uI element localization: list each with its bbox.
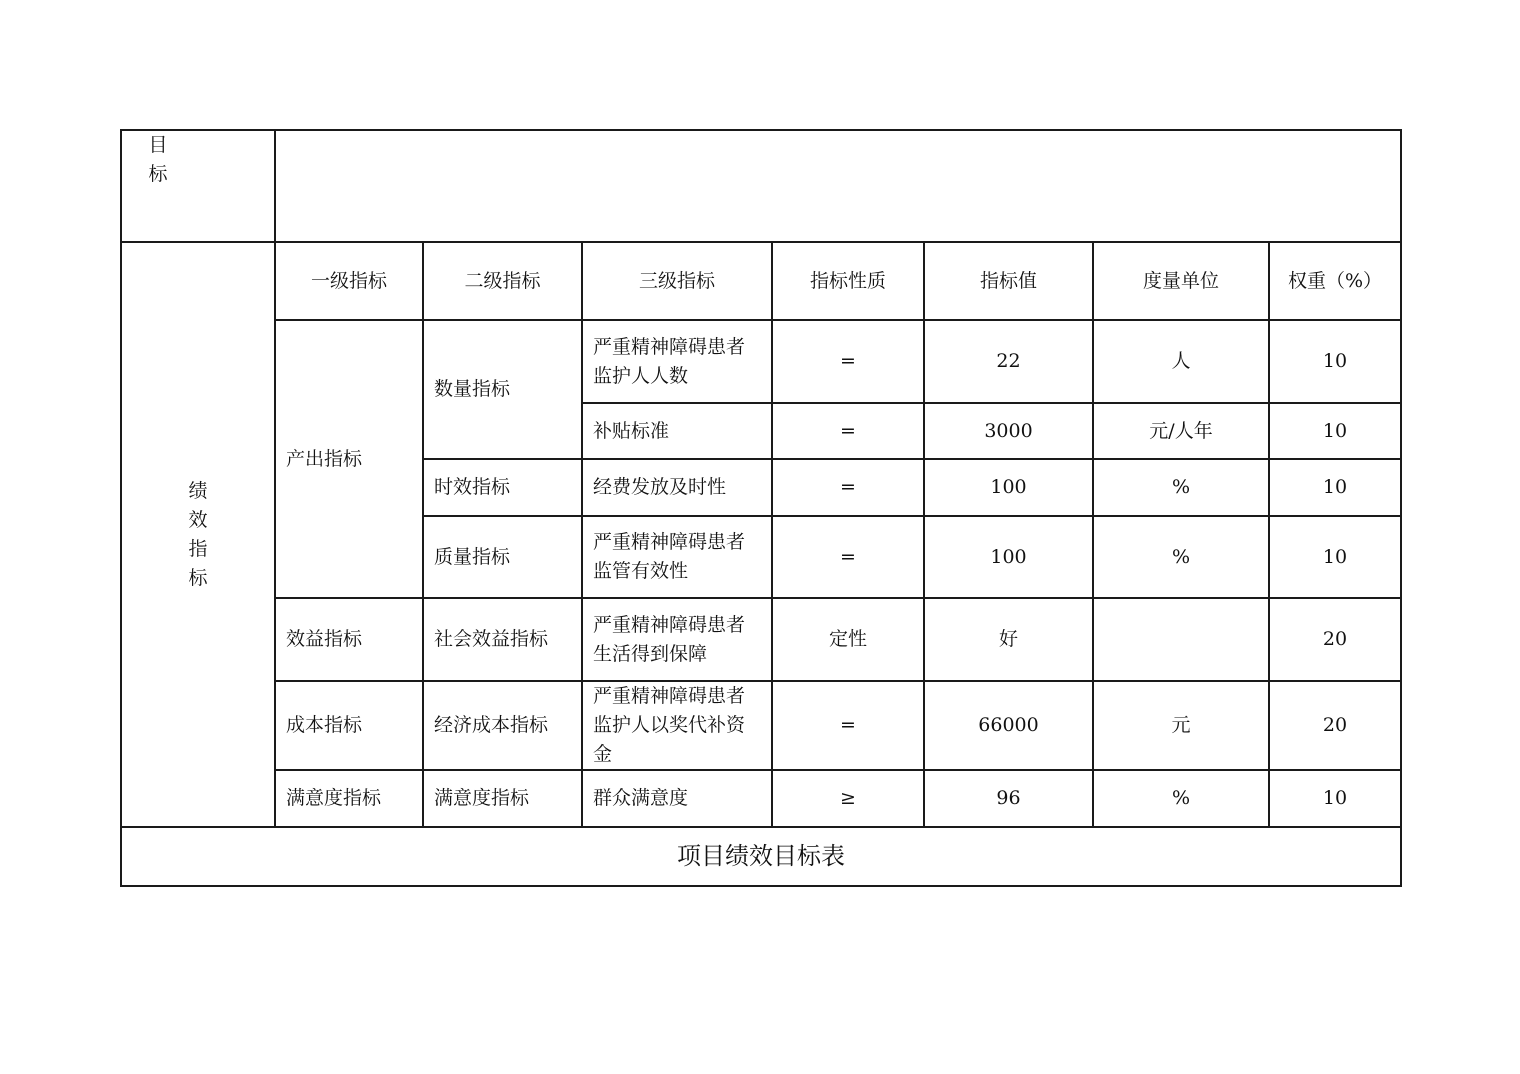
- level1-cell: 成本指标: [275, 681, 423, 770]
- goal-label-char: 目: [148, 134, 168, 156]
- unit-cell: %: [1093, 516, 1269, 598]
- unit-cell: 元/人年: [1093, 403, 1269, 459]
- table-row: [121, 320, 1401, 403]
- goal-content-cell: [275, 130, 1401, 242]
- header-level2: 二级指标: [423, 242, 582, 320]
- level3-line: 金: [593, 743, 613, 765]
- header-weight: 权重（%）: [1269, 242, 1401, 320]
- level3-cell: [582, 598, 772, 681]
- level2-cell: 数量指标: [423, 320, 582, 459]
- weight-cell: 10: [1269, 320, 1401, 403]
- level2-cell: 时效指标: [423, 459, 582, 516]
- level2-cell: 质量指标: [423, 516, 582, 598]
- header-level1: 一级指标: [275, 242, 423, 320]
- level3-cell: 补贴标准: [582, 403, 772, 459]
- level3-line: 严重精神障碍患者: [593, 335, 746, 358]
- level3-line: 生活得到保障: [593, 642, 708, 665]
- level3-line: 严重精神障碍患者: [593, 531, 746, 553]
- level3-line: 监护人以奖代补资: [593, 714, 746, 736]
- nature-cell: =: [772, 516, 924, 598]
- caption-row: [121, 827, 1401, 886]
- level2-cell: 社会效益指标: [423, 598, 582, 681]
- level1-cell: 满意度指标: [275, 770, 423, 827]
- value-cell: 66000: [924, 681, 1093, 770]
- value-cell: 3000: [924, 403, 1093, 459]
- header-unit: 度量单位: [1093, 242, 1269, 320]
- unit-cell: %: [1093, 459, 1269, 516]
- nature-cell: =: [772, 320, 924, 403]
- value-cell: 好: [924, 598, 1093, 681]
- level3-line: 监护人人数: [593, 364, 689, 387]
- value-cell: 100: [924, 516, 1093, 598]
- goal-label: [121, 130, 275, 242]
- table-row: [121, 598, 1401, 681]
- performance-label-char: 标: [188, 566, 208, 589]
- nature-cell: =: [772, 681, 924, 770]
- value-cell: 96: [924, 770, 1093, 827]
- weight-cell: 10: [1269, 516, 1401, 598]
- nature-cell: =: [772, 403, 924, 459]
- value-cell: 22: [924, 320, 1093, 403]
- level3-cell: [582, 516, 772, 598]
- performance-indicator-label: [121, 242, 275, 827]
- level3-cell: [582, 681, 772, 770]
- level2-cell: 满意度指标: [423, 770, 582, 827]
- value-cell: 100: [924, 459, 1093, 516]
- weight-cell: 20: [1269, 598, 1401, 681]
- weight-cell: 20: [1269, 681, 1401, 770]
- header-nature: 指标性质: [772, 242, 924, 320]
- weight-cell: 10: [1269, 770, 1401, 827]
- unit-cell: 人: [1093, 320, 1269, 403]
- performance-label-char: 绩: [188, 479, 208, 502]
- level1-cell: 效益指标: [275, 598, 423, 681]
- header-value: 指标值: [924, 242, 1093, 320]
- unit-cell: [1093, 598, 1269, 681]
- table-caption: 项目绩效目标表: [121, 827, 1401, 886]
- unit-cell: %: [1093, 770, 1269, 827]
- table-row: [121, 770, 1401, 827]
- level2-cell: 经济成本指标: [423, 681, 582, 770]
- level3-cell: 经费发放及时性: [582, 459, 772, 516]
- performance-label-char: 效: [188, 508, 208, 531]
- performance-target-table: [120, 129, 1402, 887]
- nature-cell: =: [772, 459, 924, 516]
- nature-cell: ≥: [772, 770, 924, 827]
- weight-cell: 10: [1269, 403, 1401, 459]
- weight-cell: 10: [1269, 459, 1401, 516]
- level3-line: 严重精神障碍患者: [593, 685, 746, 707]
- level3-cell: [582, 320, 772, 403]
- level3-line: 监管有效性: [593, 560, 689, 582]
- level3-cell: 群众满意度: [582, 770, 772, 827]
- unit-cell: 元: [1093, 681, 1269, 770]
- header-level3: 三级指标: [582, 242, 772, 320]
- table-row: [121, 681, 1401, 770]
- level1-cell: 产出指标: [275, 320, 423, 598]
- nature-cell: 定性: [772, 598, 924, 681]
- header-row: [121, 242, 1401, 320]
- goal-label-char: 标: [148, 163, 168, 185]
- level3-line: 严重精神障碍患者: [593, 613, 746, 636]
- goal-row: [121, 130, 1401, 242]
- performance-label-char: 指: [188, 537, 208, 560]
